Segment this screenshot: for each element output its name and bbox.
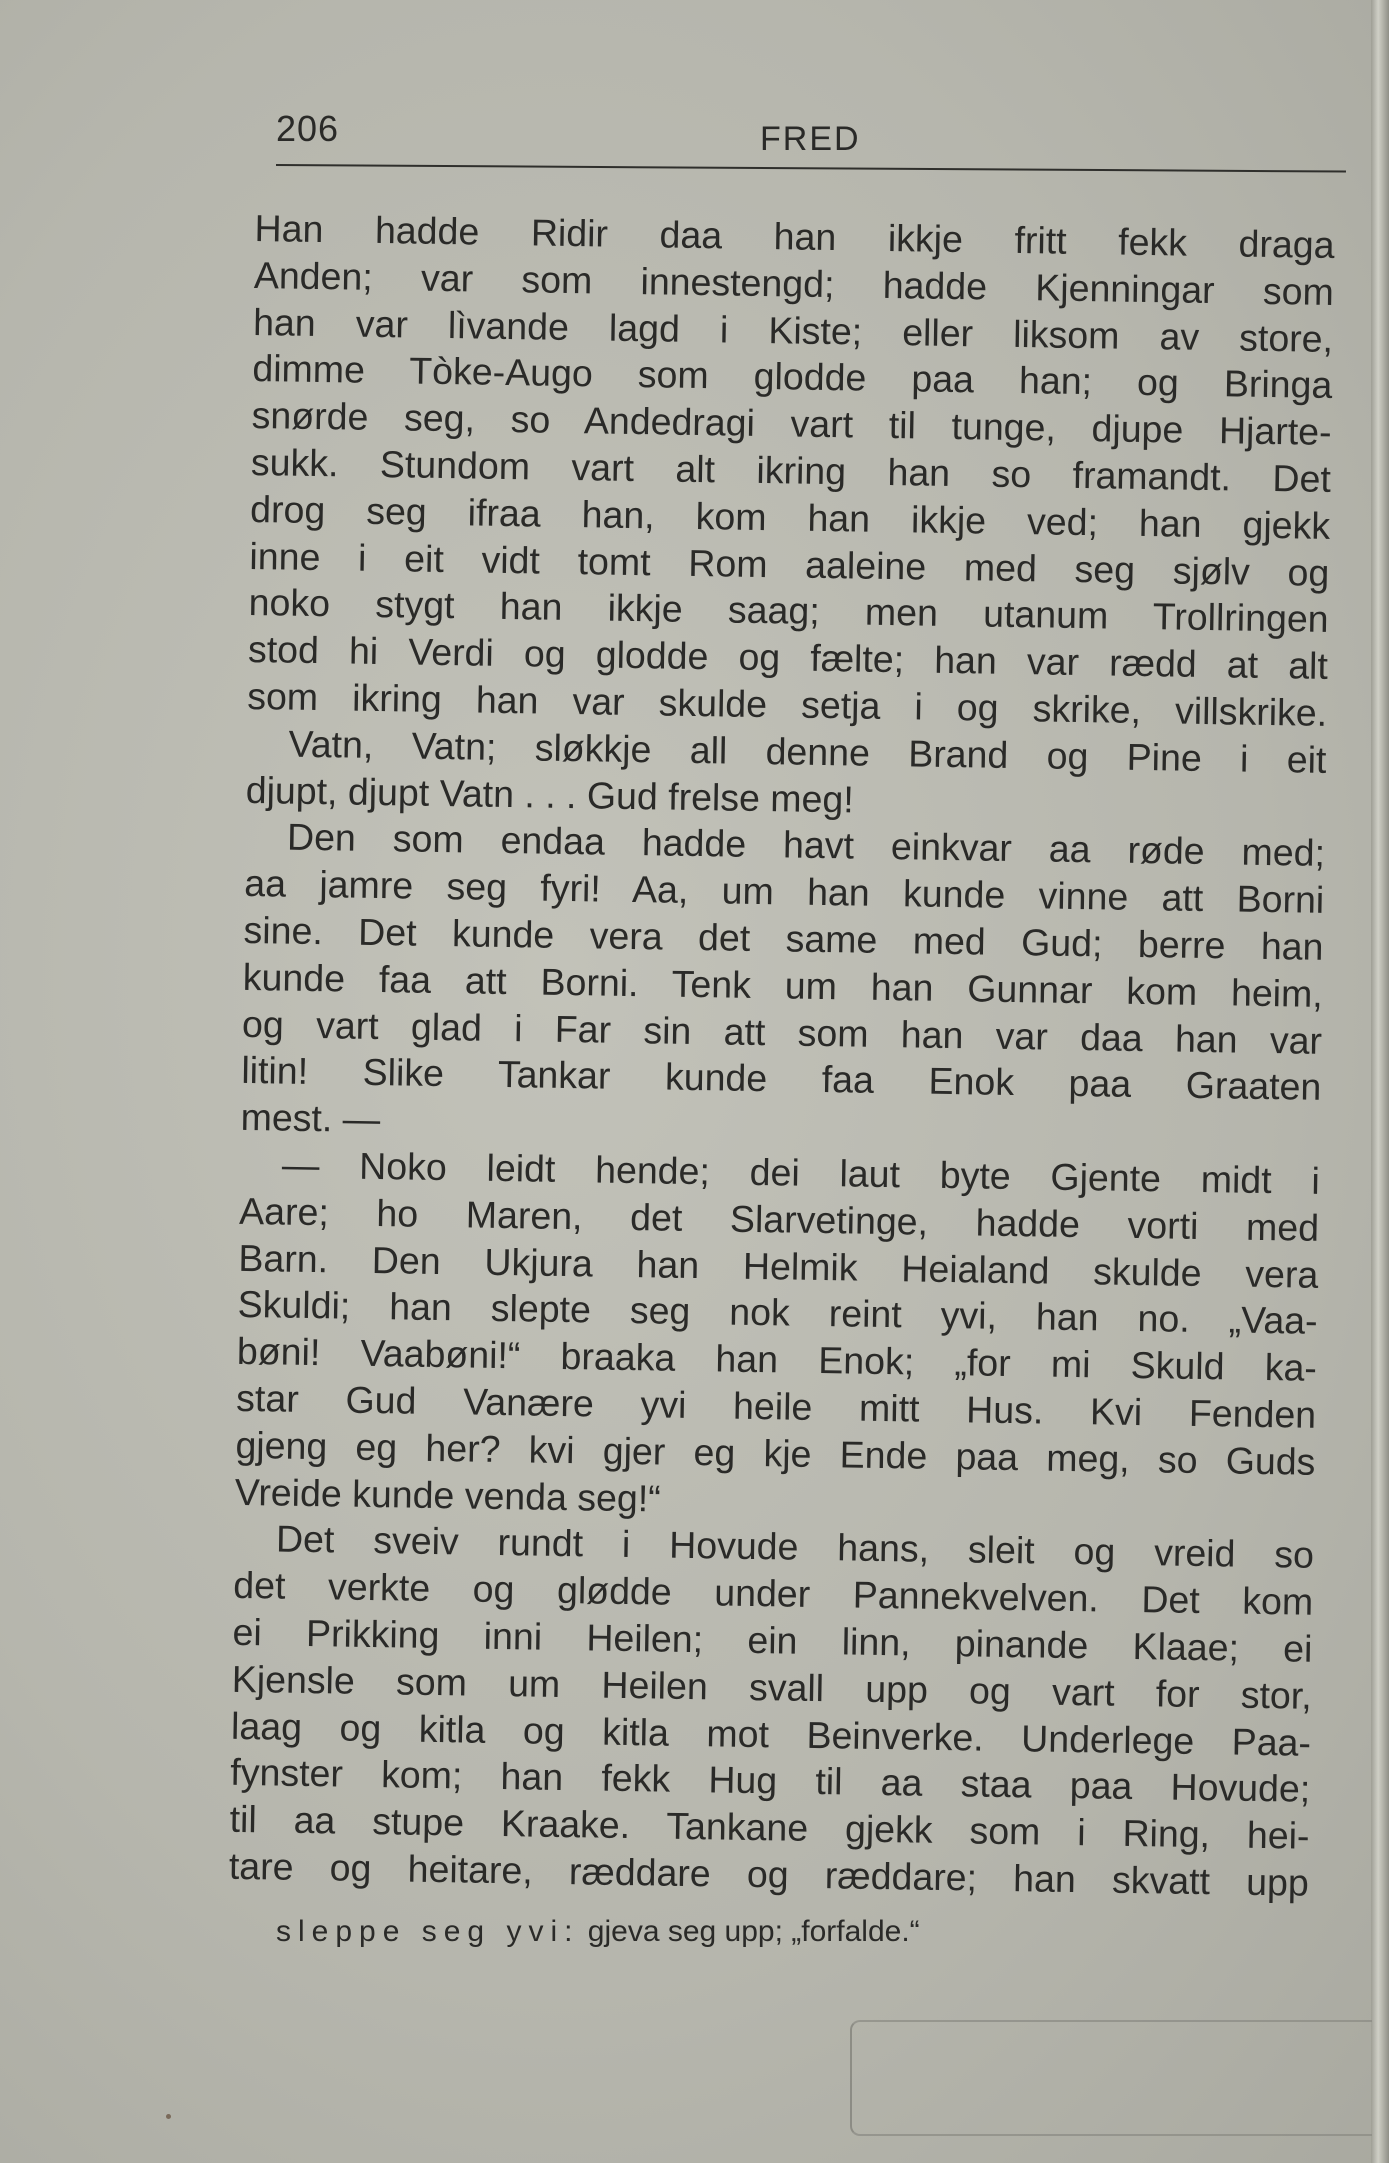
- text-line: dimme Tòke-Augo som glodde paa han; og Bringa: [252, 347, 1333, 407]
- text-line: Det sveiv rundt i Hovude hans, sleit og vreid so: [275, 1517, 1315, 1577]
- text-line: sukk. Stundom vart alt ikring han so framandt. Det: [250, 440, 1332, 500]
- text-line: Han hadde Ridir daa han ikkje fritt fekk draga: [254, 206, 1335, 266]
- text-line: stod hi Verdi og glodde og fælte; han var rædd at alt: [247, 628, 1329, 688]
- page-header: [276, 108, 1346, 168]
- body-text: [229, 205, 1335, 1906]
- text-line: — Noko leidt hende; dei laut byte Gjente midt i: [281, 1143, 1321, 1202]
- header-rule: [276, 164, 1346, 173]
- text-line: inne i eit vidt tomt Rom aaleine med seg sjølv og: [249, 534, 1330, 594]
- text-line: han var lìvande lagd i Kiste; eller liksom av store,: [252, 300, 1334, 360]
- text-line: Barn. Den Ukjura han Helmik Heialand skulde vera: [238, 1236, 1319, 1296]
- text-line: kunde faa att Borni. Tenk um han Gunnar kom heim,: [242, 955, 1324, 1015]
- page-number: 206: [276, 108, 340, 149]
- text-line: Skuldi; han slepte seg nok reint yvi, han no. „Vaa-: [237, 1283, 1318, 1343]
- text-line: mest. —: [240, 1096, 381, 1141]
- footnote-definition: gjeva seg upp; „forfalde.“: [587, 1915, 920, 1948]
- page-edge: [1371, 0, 1389, 2163]
- text-line: bøni! Vaabøni!“ braaka han Enok; „for mi Skuld ka-: [236, 1329, 1318, 1389]
- text-line: laag og kitla og kitla mot Beinverke. Underlege Paa-: [230, 1704, 1312, 1764]
- text-line: som ikring han var skulde setja i og skrike, villskrike.: [246, 674, 1328, 734]
- text-line: star Gud Vanære yvi heile mitt Hus. Kvi Fenden: [235, 1376, 1317, 1436]
- text-line: til aa stupe Kraake. Tankane gjekk som i Ring, hei-: [229, 1797, 1310, 1857]
- text-line: noko stygt han ikkje saag; men utanum Trollringen: [248, 581, 1329, 641]
- library-stamp-outline: [850, 2020, 1372, 2136]
- running-title: FRED: [760, 120, 861, 158]
- text-line: drog seg ifraa han, kom han ikkje ved; han gjekk: [249, 487, 1331, 547]
- text-line: Vreide kunde venda seg!“: [234, 1470, 662, 1520]
- text-line: djupt, djupt Vatn . . . Gud frelse meg!: [245, 768, 855, 821]
- text-line: fynster kom; han fekk Hug til aa staa paa Hovude;: [230, 1751, 1311, 1811]
- text-line: Vatn, Vatn; sløkkje all denne Brand og Pine i eit: [288, 722, 1327, 781]
- text-line: det verkte og glødde under Pannekvelven. Det kom: [232, 1563, 1314, 1623]
- text-line: aa jamre seg fyri! Aa, um han kunde vinne att Borni: [244, 862, 1325, 922]
- text-line: Aare; ho Maren, det Slarvetinge, hadde vorti med: [238, 1189, 1320, 1249]
- paper-speck: [166, 2114, 171, 2119]
- text-line: gjeng eg her? kvi gjer eg kje Ende paa meg, so Guds: [235, 1423, 1316, 1483]
- footnote-term: sleppe seg yvi:: [276, 1915, 580, 1948]
- text-line: Anden; var som innestengd; hadde Kjenningar som: [253, 253, 1335, 313]
- footnote: [276, 1915, 920, 1949]
- text-line: ei Prikking inni Heilen; ein linn, pinande Klaae; ei: [232, 1610, 1313, 1670]
- text-line: litin! Slike Tankar kunde faa Enok paa Graaten: [241, 1049, 1322, 1109]
- text-line: snørde seg, so Andedragi vart til tunge, djupe Hjarte-: [251, 394, 1332, 454]
- text-line: sine. Det kunde vera det same med Gud; berre han: [243, 908, 1324, 968]
- text-line: og vart glad i Far sin att som han var daa han var: [241, 1002, 1323, 1062]
- text-line: tare og heitare, ræddare og ræddare; han skvatt upp: [228, 1844, 1310, 1904]
- text-line: Kjensle som um Heilen svall upp og vart for stor,: [231, 1657, 1313, 1717]
- text-line: Den som endaa hadde havt einkvar aa røde med;: [286, 815, 1326, 875]
